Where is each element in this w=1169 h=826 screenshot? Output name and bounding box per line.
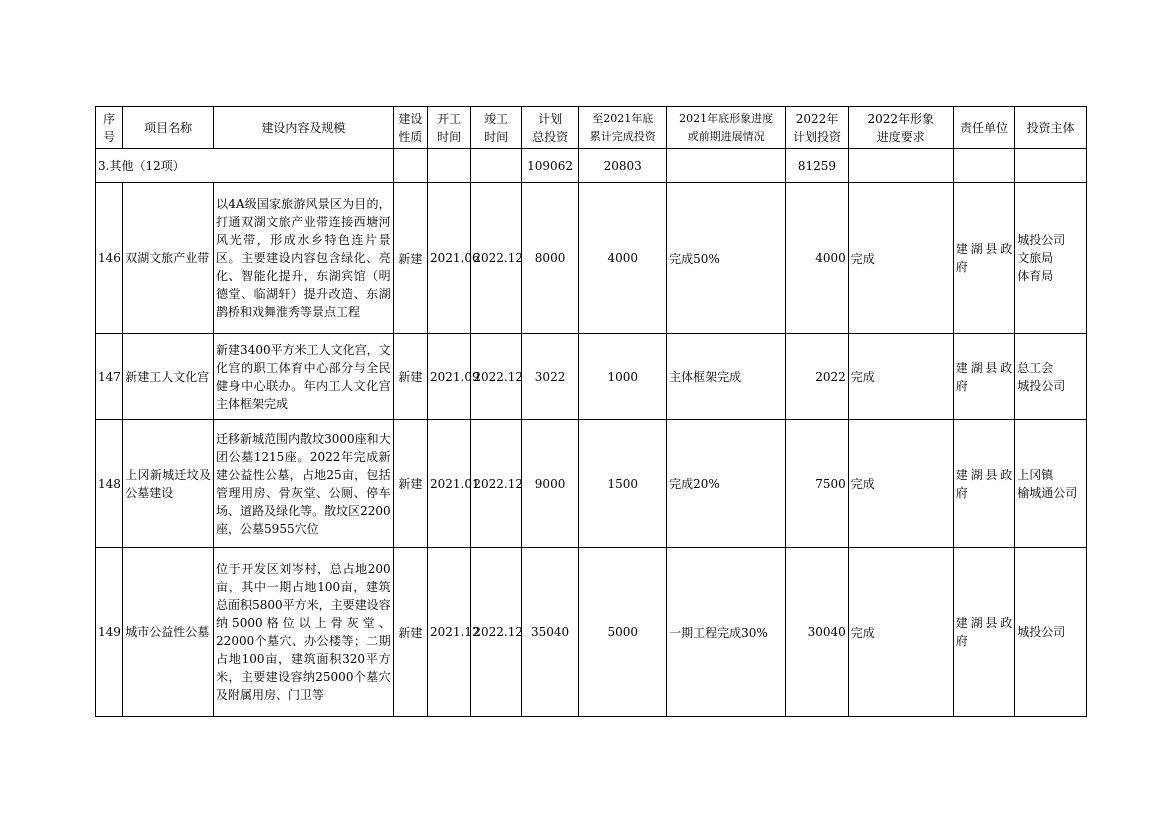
header-done-2021: 至2021年底 累计完成投资 (579, 107, 667, 149)
table-row (96, 420, 1087, 548)
row-start: 2021.09 (427, 334, 470, 420)
header-no: 序 号 (96, 107, 123, 149)
table-row (96, 334, 1087, 420)
row-plan-total: 3022 (521, 334, 579, 420)
row-req-2022: 完成 (848, 183, 953, 334)
cell-empty (953, 149, 1015, 183)
row-no: 149 (96, 548, 123, 717)
section-label: 3.其他（12项） (96, 149, 394, 183)
cell-empty (471, 149, 521, 183)
row-plan-2022: 2022 (786, 334, 849, 420)
cell-empty (427, 149, 470, 183)
row-progress-2021: 完成20% (667, 420, 786, 548)
row-done-2021: 4000 (579, 183, 667, 334)
row-unit: 建湖县政府 (953, 334, 1015, 420)
row-investor: 城投公司 (1015, 548, 1087, 717)
header-unit: 责任单位 (953, 107, 1015, 149)
row-done-2021: 1500 (579, 420, 667, 548)
row-content: 迁移新城范围内散坟3000座和大团公墓1215座。2022年完成新建公益性公墓，占地25亩，包括管理用房、骨灰堂、公厕、停车场、道路及绿化等。散坟区2200座，公墓5955穴位 (214, 420, 394, 548)
cell-empty (848, 149, 953, 183)
table-row (96, 183, 1087, 334)
cell-empty (667, 149, 786, 183)
header-row (96, 107, 1087, 149)
row-unit: 建湖县政府 (953, 548, 1015, 717)
section-plan-2022: 81259 (786, 149, 849, 183)
row-content: 以4A级国家旅游风景区为目的，打通双湖文旅产业带连接西塘河风光带，形成水乡特色连片景区。主要建设内容包含绿化、亮化、智能化提升，东湖宾馆（明德堂、临湖轩）提升改造、东湖鹊桥和戏舞淮秀等景点工程 (214, 183, 394, 334)
section-done-2021: 20803 (579, 149, 667, 183)
header-progress-2021: 2021年底形象进度 或前期进展情况 (667, 107, 786, 149)
row-content: 新建3400平方米工人文化宫，文化宫的职工体育中心部分与全民健身中心联办。年内工人文化宫主体框架完成 (214, 334, 394, 420)
row-name: 城市公益性公墓 (123, 548, 214, 717)
row-end: 2022.12 (471, 183, 521, 334)
row-name: 双湖文旅产业带 (123, 183, 214, 334)
row-progress-2021: 一期工程完成30% (667, 548, 786, 717)
header-plan-2022: 2022年 计划投资 (786, 107, 849, 149)
row-content: 位于开发区刘岑村，总占地200亩，其中一期占地100亩，建筑总面积5800平方米，主要建设容纳5000格位以上骨灰堂、22000个墓穴、办公楼等；二期占地100亩，建筑面积320平方米，主要建设容纳25000个墓穴及附属用房、门卫等 (214, 548, 394, 717)
row-no: 148 (96, 420, 123, 548)
row-plan-2022: 7500 (786, 420, 849, 548)
header-end: 竣工 时间 (471, 107, 521, 149)
row-plan-2022: 4000 (786, 183, 849, 334)
row-start: 2021.01 (427, 420, 470, 548)
row-name: 上冈新城迁坟及公墓建设 (123, 420, 214, 548)
row-start: 2021.06 (427, 183, 470, 334)
row-unit: 建湖县政府 (953, 183, 1015, 334)
row-end: 2022.12 (471, 334, 521, 420)
row-name: 新建工人文化宫 (123, 334, 214, 420)
row-req-2022: 完成 (848, 420, 953, 548)
row-plan-total: 9000 (521, 420, 579, 548)
section-plan-total: 109062 (521, 149, 579, 183)
header-nature: 建设 性质 (393, 107, 427, 149)
row-nature: 新建 (393, 548, 427, 717)
cell-empty (393, 149, 427, 183)
row-req-2022: 完成 (848, 334, 953, 420)
row-plan-total: 35040 (521, 548, 579, 717)
table-row (96, 548, 1087, 717)
row-end: 2022.12 (471, 548, 521, 717)
row-start: 2021.12 (427, 548, 470, 717)
header-req-2022: 2022年形象 进度要求 (848, 107, 953, 149)
row-nature: 新建 (393, 420, 427, 548)
row-investor: 上冈镇 榆城通公司 (1015, 420, 1087, 548)
row-investor: 总工会 城投公司 (1015, 334, 1087, 420)
row-req-2022: 完成 (848, 548, 953, 717)
section-row (96, 149, 1087, 183)
row-progress-2021: 完成50% (667, 183, 786, 334)
row-nature: 新建 (393, 183, 427, 334)
row-done-2021: 5000 (579, 548, 667, 717)
header-plan-total: 计划 总投资 (521, 107, 579, 149)
header-investor: 投资主体 (1015, 107, 1087, 149)
row-end: 2022.12 (471, 420, 521, 548)
row-no: 146 (96, 183, 123, 334)
row-plan-total: 8000 (521, 183, 579, 334)
row-no: 147 (96, 334, 123, 420)
row-unit: 建湖县政府 (953, 420, 1015, 548)
header-name: 项目名称 (123, 107, 214, 149)
row-plan-2022: 30040 (786, 548, 849, 717)
row-done-2021: 1000 (579, 334, 667, 420)
row-progress-2021: 主体框架完成 (667, 334, 786, 420)
row-investor: 城投公司 文旅局 体育局 (1015, 183, 1087, 334)
header-content: 建设内容及规模 (214, 107, 394, 149)
header-start: 开工 时间 (427, 107, 470, 149)
cell-empty (1015, 149, 1087, 183)
investment-project-table (95, 106, 1087, 717)
row-nature: 新建 (393, 334, 427, 420)
